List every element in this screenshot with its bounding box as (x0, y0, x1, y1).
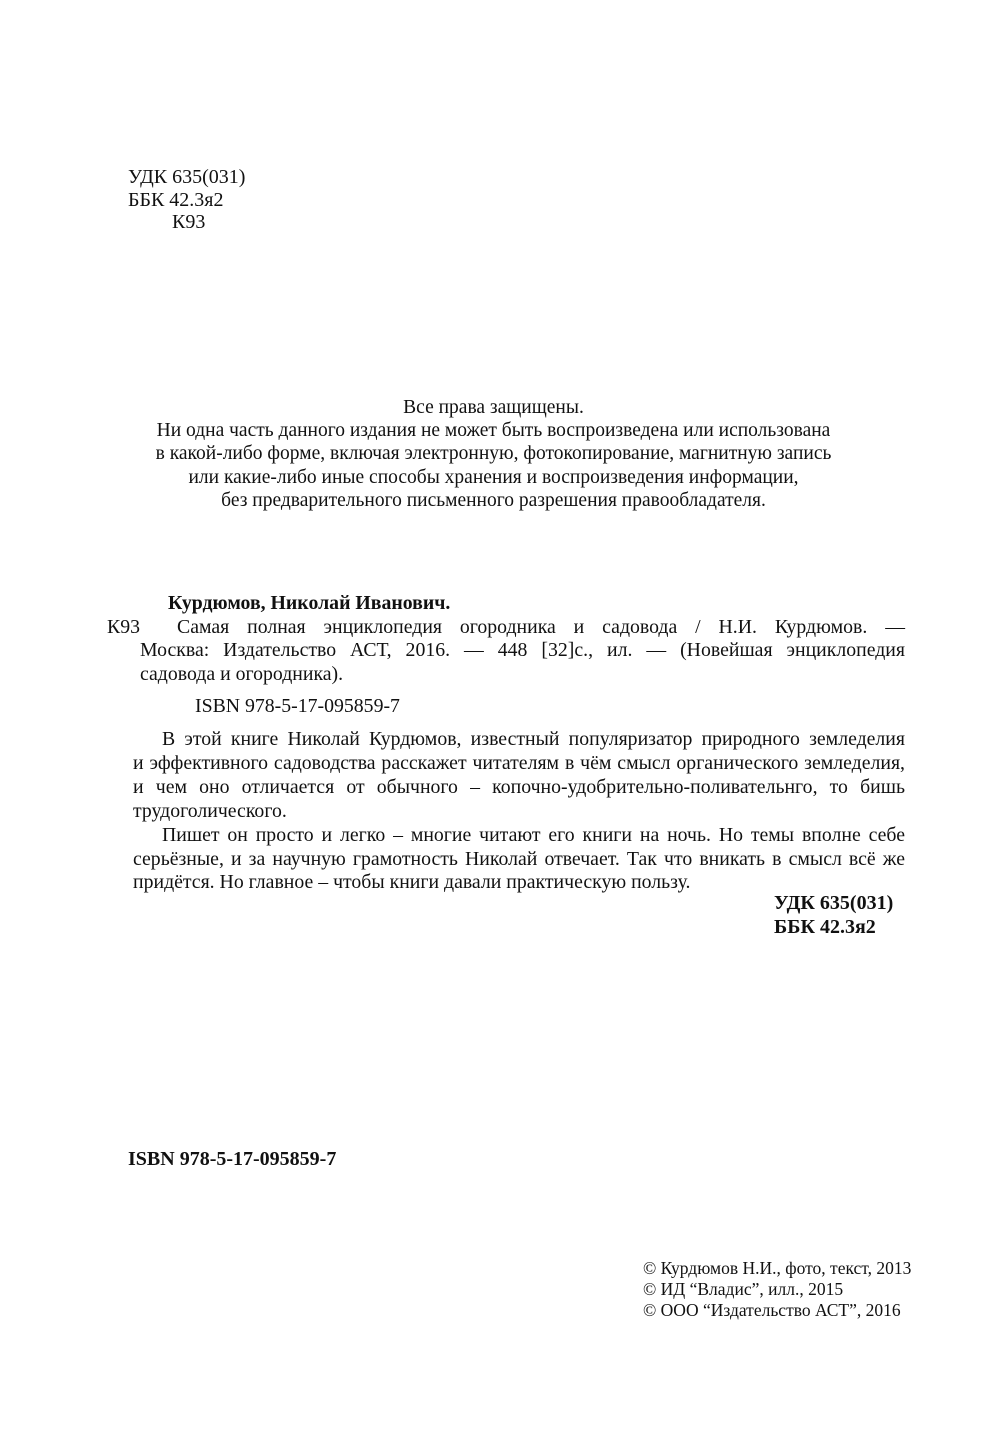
author-sign-top: К93 (172, 211, 206, 233)
annotation-paragraph-1 (133, 728, 905, 824)
copyright-line-author: © Курдюмов Н.И., фото, текст, 2013 (643, 1258, 912, 1278)
annotation-line: придётся. Но главное – чтобы книги давали практическую пользу. (133, 871, 691, 894)
rights-notice-line: без предварительного письменного разрешения правообладателя. (221, 489, 766, 511)
annotation-line: и чем оно отличается от обычного – копочно-удобрительно-поливательнго, то бишь (133, 775, 905, 798)
annotation (133, 728, 905, 895)
bottom-classification-codes (774, 892, 893, 939)
annotation-line: трудоголического. (133, 799, 287, 822)
rights-notice-line: в какой-либо форме, включая электронную, фотокопирование, магнитную запись (155, 443, 832, 465)
copyright-line-vladis: © ИД “Владис”, илл., 2015 (643, 1279, 844, 1299)
rights-notice-line: Все права защищены. (403, 397, 584, 418)
annotation-line: В этой книге Николай Курдюмов, известный популяризатор природного земледелия (162, 728, 905, 750)
rights-notice-line: или какие-либо иные способы хранения и воспроизведения информации, (188, 466, 799, 488)
udk-code-top: УДК 635(031) (128, 166, 246, 188)
copyright-block (643, 1258, 911, 1321)
bbk-code-bottom: ББК 42.3я2 (774, 915, 876, 938)
author-sign-catalog: К93 (107, 615, 140, 638)
catalog-author: Курдюмов, Николай Иванович. (168, 592, 451, 614)
annotation-line: Пишет он просто и легко – многие читают его книги на ночь. Но темы вполне себе (162, 823, 905, 846)
rights-notice (0, 396, 987, 512)
catalog-description (107, 615, 905, 687)
copyright-line-ast: © ООО “Издательство АСТ”, 2016 (643, 1300, 901, 1320)
catalog-description-line: садовода и огородника). (140, 663, 344, 686)
udk-code-bottom: УДК 635(031) (774, 892, 894, 914)
annotation-line: серьёзные, и за научную грамотность Николай отвечает. Так что вникать в смысл всё же (133, 847, 905, 870)
annotation-line: и эффективного садоводства расскажет читателям в чём смысл органического земледелия, (133, 751, 905, 774)
catalog-isbn: ISBN 978-5-17-095859-7 (195, 694, 400, 717)
annotation-paragraph-2 (133, 824, 905, 896)
isbn-bottom: ISBN 978-5-17-095859-7 (128, 1148, 337, 1170)
rights-notice-line: Ни одна часть данного издания не может быть воспроизведена или использована (156, 420, 831, 442)
catalog-description-line: Москва: Издательство АСТ, 2016. — 448 [32]с., ил. — (Новейшая энциклопедия (140, 639, 905, 662)
top-classification-codes (128, 166, 245, 234)
bbk-code-top: ББК 42.3я2 (128, 188, 224, 211)
catalog-description-line: Самая полная энциклопедия огородника и садовода / Н.И. Курдюмов. — (177, 615, 905, 638)
catalog-entry (107, 592, 905, 719)
